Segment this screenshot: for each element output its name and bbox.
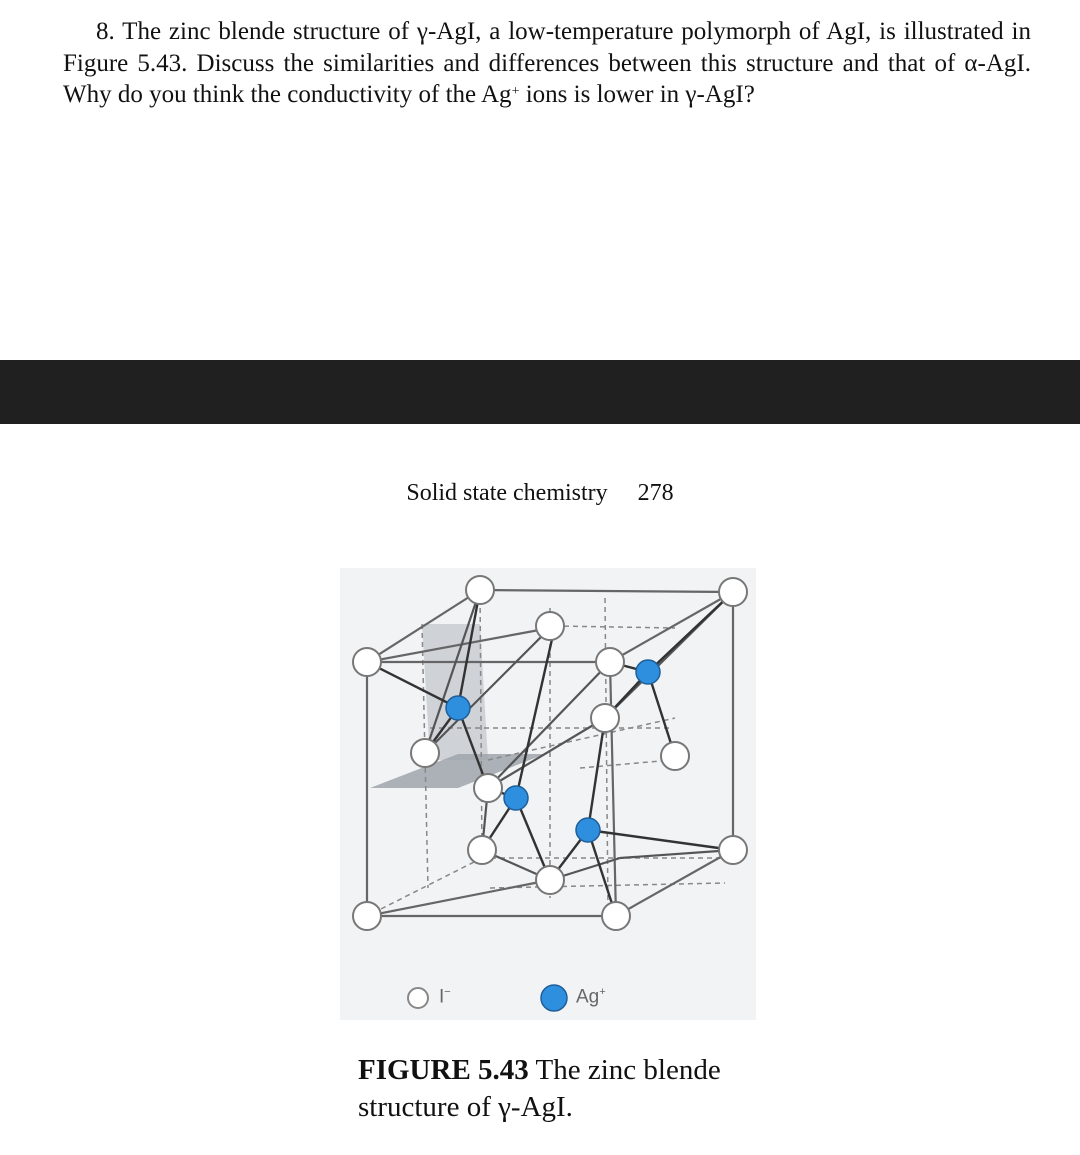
question-text [63,16,1031,111]
iodide-ion [353,648,381,676]
running-head-title: Solid state chemistry [406,480,608,506]
iodide-ion [353,902,381,930]
iodide-ion [411,739,439,767]
iodide-ion [536,866,564,894]
iodide-ion [661,742,689,770]
iodide-ion [466,576,494,604]
iodide-ion [719,578,747,606]
silver-ion [504,786,528,810]
page-separator-bar [0,360,1080,424]
question-number: 8. [96,18,115,45]
caption-text: The zinc blende structure of γ-AgI. [358,1054,721,1123]
legend-silver-symbol [541,985,567,1011]
iodide-ion [474,774,502,802]
question-part1: The zinc blende structure of γ-AgI, a low-temperature polymorph of AgI, is illustrated in Figure 5.43. Discuss the similarities and differences between this structure and that of α-AgI. Why do you think the conductivity of the Ag [63,18,1031,108]
question-part2: ions is lower in γ-AgI? [519,81,755,108]
page-number: 278 [637,480,674,506]
silver-ion [636,660,660,684]
legend-iodide-label: I− [439,986,451,1008]
silver-ion [576,818,600,842]
figure-caption [358,1052,778,1126]
figure-label: FIGURE 5.43 [358,1054,529,1086]
zinc-blende-diagram [340,568,756,1020]
shaded-vertical-plane [422,624,488,760]
legend-iodide-symbol [408,988,428,1008]
ag-superscript: + [511,84,520,99]
legend-silver-label: Ag+ [576,986,606,1008]
iodide-ion [719,836,747,864]
running-head [0,480,1080,507]
iodide-ion [591,704,619,732]
figure-5-43-panel [340,568,756,1020]
iodide-ion [602,902,630,930]
silver-ion [446,696,470,720]
iodide-ion [468,836,496,864]
iodide-ion [536,612,564,640]
iodide-ion [596,648,624,676]
